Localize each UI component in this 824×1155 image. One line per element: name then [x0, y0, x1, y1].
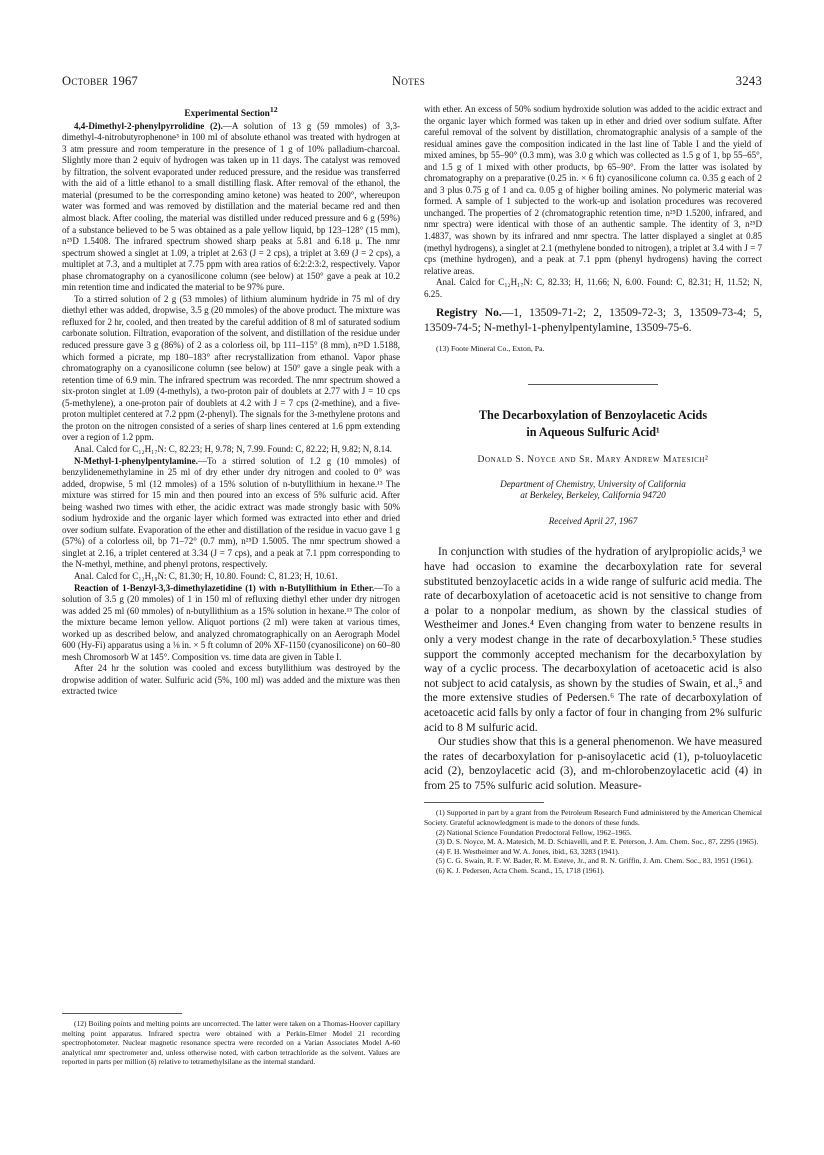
footnote-13: (13) Foote Mineral Co., Exton, Pa. [436, 344, 545, 354]
footnote-2: (2) National Science Foundation Predoctoral Fellow, 1962–1965. [436, 827, 632, 837]
analysis-3: Anal. Calcd for C₁₂H₁₇N: C, 82.33; H, 11.66; N, 6.00. Found: C, 82.31; H, 11.52; N, 6.25. [424, 277, 762, 299]
article-affiliation: Department of Chemistry, University of California at Berkeley, Berkeley, California 94720 [500, 478, 686, 501]
footnote-12: (12) Boiling points and melting points are uncorrected. The latter were taken on a Thomas-Hoover capillary melting point apparatus. Infrared spectra were obtained with a Perkin-Elmer Model 21 recording spectrophotometer. Nuclear magnetic resonance spectra were recorded on a Varian Associates Model A-60 analytical nmr spectrometer and, unless otherwise noted, with carbon tetrachloride as the solvent. Values are reported in parts per million (δ) relative to tetramethylsilane as the internal standard. [62, 1019, 400, 1067]
footnote-5: (5) C. G. Swain, R. F. W. Bader, R. M. Esteve, Jr., and R. N. Griffin, J. Am. Chem. Soc., 83, 1951 (1961). [436, 856, 753, 866]
paragraph-pyrrolidine: 4,4-Dimethyl-2-phenylpyrrolidine (2).—A solution of 13 g (59 mmoles) of 3,3-dimethyl-4-nitrobutyrophenone³ in 100 ml of absolute ethanol was treated with hydrogen at 3 atm pressure and room temperature in the presence of 1 g of 10% palladium-charcoal. Slightly more than 2 equiv of hydrogen was taken up in 11 days. The catalyst was removed by filtration, the solvent evaporated under reduced pressure, and the residue was transferred with the aid of a little ethanol to a small distilling flask. After removal of the ethanol, the material (presumed to be the corresponding amino ketone) was heated to 200°, whereupon water was formed and was removed by distillation and the material became red and then almost black. After cooling, the material was distilled under reduced pressure and 6 g (59%) of a substance believed to be 5 was obtained as a pale yellow liquid, bp 123–128° (15 mm), n²⁵D 1.5408. The infrared spectrum showed sharp peaks at 5.81 and 6.18 μ. The nmr spectrum showed a singlet at 1.09, a triplet at 2.63 (J = 2 cps), a triplet at 3.69 (J = 2 cps), a multiplet at 7.3, and a multiplet at 7.75 ppm with area ratios of 6:2:2:3:2, respectively. Vapor phase chromatography on a cyanosilicone column (see below) at 150° gave a peak at 10.2 min retention time and indicated the material to be 97% pure. [62, 120, 400, 293]
paragraph-reduction: To a stirred solution of 2 g (53 mmoles) of lithium aluminum hydride in 75 ml of dry diethyl ether was added, dropwise, 3.5 g (20 mmoles) of the above product. The mixture was refluxed for 2 hr, cooled, and then treated by the careful addition of 8 ml of saturated sodium carbonate solution. Filtration, evaporation of the solvent, and distillation of the residue under reduced pressure gave 3 g (86%) of 2 as a colorless oil, bp 111–115° (8 mm), n²⁵D 1.5188, which formed a picrate, mp 180–183° after recrystallization from ethanol. Vapor phase chromatography on a cyanosilicone column (see below) at 150° gave a single peak with a retention time of 6.9 min. The infrared spectrum was recorded. The nmr spectrum showed a six-proton singlet at 1.09 (4-methyls), a two-proton pair of doublets at 2.77 with J = 10 cps (5-methylene), a one-proton pair of doublets at 4.2 with J = 7 cps (2-methine), and a five-proton multiplet centered at 7.2 ppm (2-phenyl). The signals for the 3-methylene protons and the proton on the nitrogen consisted of a series of sharp lines centered at 1.6 ppm extending over a region of 1.2 ppm. [62, 293, 400, 443]
left-footnotes [62, 1004, 400, 1067]
article-title: The Decarboxylation of Benzoylacetic Acids in Aqueous Sulfuric Acid¹ [478, 408, 708, 440]
paragraph-azetidine-reaction: Reaction of 1-Benzyl-3,3-dimethylazetidine (1) with n-Butyllithium in Ether.—To a solution of 3.5 g (20 mmoles) of 1 in 150 ml of refluxing diethyl ether under dry nitrogen was added 25 ml (60 mmoles) of n-butyllithium as a 15% solution in hexane.¹³ The color of the mixture became lemon yellow. Aliquot portions (2 ml) were taken at various times, worked up as described below, and analyzed chromatographically on an Aerograph Model 600 (Hy-Fi) apparatus using a ⅛ in. × 5 ft column of 20% XF-1150 (cyanosilicone) on 60–80 mesh Chromosorb W at 145°. Composition vs. time data are given in Table I. [62, 582, 400, 662]
right-column [424, 104, 762, 876]
article-paragraph-2: Our studies show that this is a general phenomenon. We have measured the rates of decarboxylation for p-anisoylacetic acid (1), p-toluoylacetic acid (2), benzoylacetic acid (3), and m-chlorobenzoylacetic acid (4) in from 25 to 75% sulfuric acid solution. Measure- [424, 736, 762, 792]
footnote-3: (3) D. S. Noyce, M. A. Matesich, M. D. Schiavelli, and P. E. Peterson, J. Am. Chem. Soc., 87, 2295 (1965). [436, 837, 759, 847]
experimental-section-title: Experimental Section$^{12}$ [184, 105, 278, 120]
right-footnotes [424, 808, 762, 875]
analysis-2: Anal. Calcd for C₁₂H₁₉N: C, 81.30; H, 10.80. Found: C, 81.23; H, 10.61. [74, 570, 338, 581]
registry-numbers: Registry No.—1, 13509-71-2; 2, 13509-72-3; 3, 13509-73-4; 5, 13509-74-5; N-methyl-1-phenylpentylamine, 13509-75-6. [424, 307, 762, 334]
paragraph-workup: After 24 hr the solution was cooled and excess butyllithium was destroyed by the dropwise addition of water. Sulfuric acid (5%, 100 ml) was added and the mixture was then extracted twice [62, 663, 400, 697]
page-number: 3243 [735, 74, 762, 88]
footnote-4: (4) F. H. Westheimer and W. A. Jones, ibid., 63, 3283 (1941). [436, 846, 620, 856]
footnote-rule-right [424, 802, 544, 803]
received-date: Received April 27, 1967 [548, 515, 638, 526]
article-authors: Donald S. Noyce and Sr. Mary Andrew Matesich² [477, 455, 709, 466]
article-separator [528, 384, 658, 385]
running-header-date: October 1967 [62, 74, 139, 88]
article-paragraph-1: In conjunction with studies of the hydration of arylpropiolic acids,³ we have had occasion to examine the decarboxylation rate for several substituted benzoylacetic acids in a wide range of sulfuric acid media. The rate of decarboxylation of acetoacetic acid is not sensitive to change from a polar to a nonpolar medium, as shown by the classical studies of Westheimer and Jones.⁴ Even changing from water to benzene results in only a very modest change in the rate of decarboxylation.⁵ These studies support the commonly accepted mechanism for the decarboxylation by way of a cyclic process. The decarboxylation of acetoacetic acid is also not subject to acid catalysis, as shown by the studies of Swain, et al.,⁵ and the more extensive studies of Pedersen.⁶ The rate of decarboxylation of acetoacetic acid falls by only a factor of four in changing from 2% sulfuric acid to 8 M sulfuric acid. [424, 546, 762, 734]
analysis-1: Anal. Calcd for C₁₂H₁₇N: C, 82.23; H, 9.78; N, 7.99. Found: C, 82.22; H, 9.82; N, 8.14. [74, 443, 392, 454]
footnote-1: (1) Supported in part by a grant from the Petroleum Research Fund administered by the American Chemical Society. Grateful acknowledgment is made to the donors of these funds. [424, 808, 762, 828]
running-header-section: Notes [392, 74, 426, 88]
left-column [62, 104, 400, 698]
article-body [424, 545, 762, 793]
paragraph-continued: with ether. An excess of 50% sodium hydroxide solution was added to the acidic extract and the organic layer which formed was taken up in ether and dried over sodium sulfate. After careful removal of the solvent by distillation, chromatographic analysis of a sample of the residual amines gave the composition indicated in the last line of Table I and the yield of mixed amines, bp 55–90° (0.3 mm), was 3.0 g which was collected as 1.5 g of 1, bp 55–65°, and 1.5 g of 1 mixed with other products, bp 65–90°. From the latter was isolated by chromatography on a preparative (0.25 in. × 6 ft) cyanosilicone column ca. 0.35 g each of 2 and 3 plus 0.75 g of 1 and ca. 0.05 g of higher boiling amines. No polymeric material was formed. A sample of 1 subjected to the work-up and isolation procedures was recovered unchanged. The properties of 2 (chromatographic retention time, n²⁵D 1.5200, infrared, and nmr spectra) were identical with those of an authentic sample. The identity of 3, n²⁵D 1.4837, was shown by its infrared and nmr spectra. The latter displayed a singlet at 0.85 (methyl hydrogens), a singlet at 2.1 (methylene bonded to nitrogen), a triplet at 3.4 with J = 7 cps (methine hydrogen), and a peak at 7.1 ppm (phenyl hydrogens) having the correct relative areas. [424, 104, 763, 276]
footnote-rule [62, 1013, 182, 1014]
paragraph-methylpentylamine: N-Methyl-1-phenylpentylamine.—To a stirred solution of 1.2 g (10 mmoles) of benzylidenemethylamine in 25 ml of dry ether under dry nitrogen and cooled to 0° was added, dropwise, 5 ml (12 mmoles) of a 15% solution of n-butyllithium in hexane.¹³ The mixture was stirred for 15 min and then poured into an excess of 5% sulfuric acid. After being washed two times with ether, the acidic extract was made strongly basic with 50% sodium hydroxide and the organic layer which formed was extracted into ether and dried over sodium sulfate. Evaporation of the ether and distillation of the residue in vacuo gave 1 g (57%) of a colorless oil, bp 71–72° (0.7 mm), n²⁵D 1.5005. The nmr spectrum showed a singlet at 2.16, a triplet centered at 3.34 (J = 7 cps), and a peak at 7.1 ppm corresponding to the N-methyl, methine, and phenyl protons, respectively. [62, 455, 400, 570]
footnote-6: (6) K. J. Pedersen, Acta Chem. Scand., 15, 1718 (1961). [436, 866, 605, 876]
